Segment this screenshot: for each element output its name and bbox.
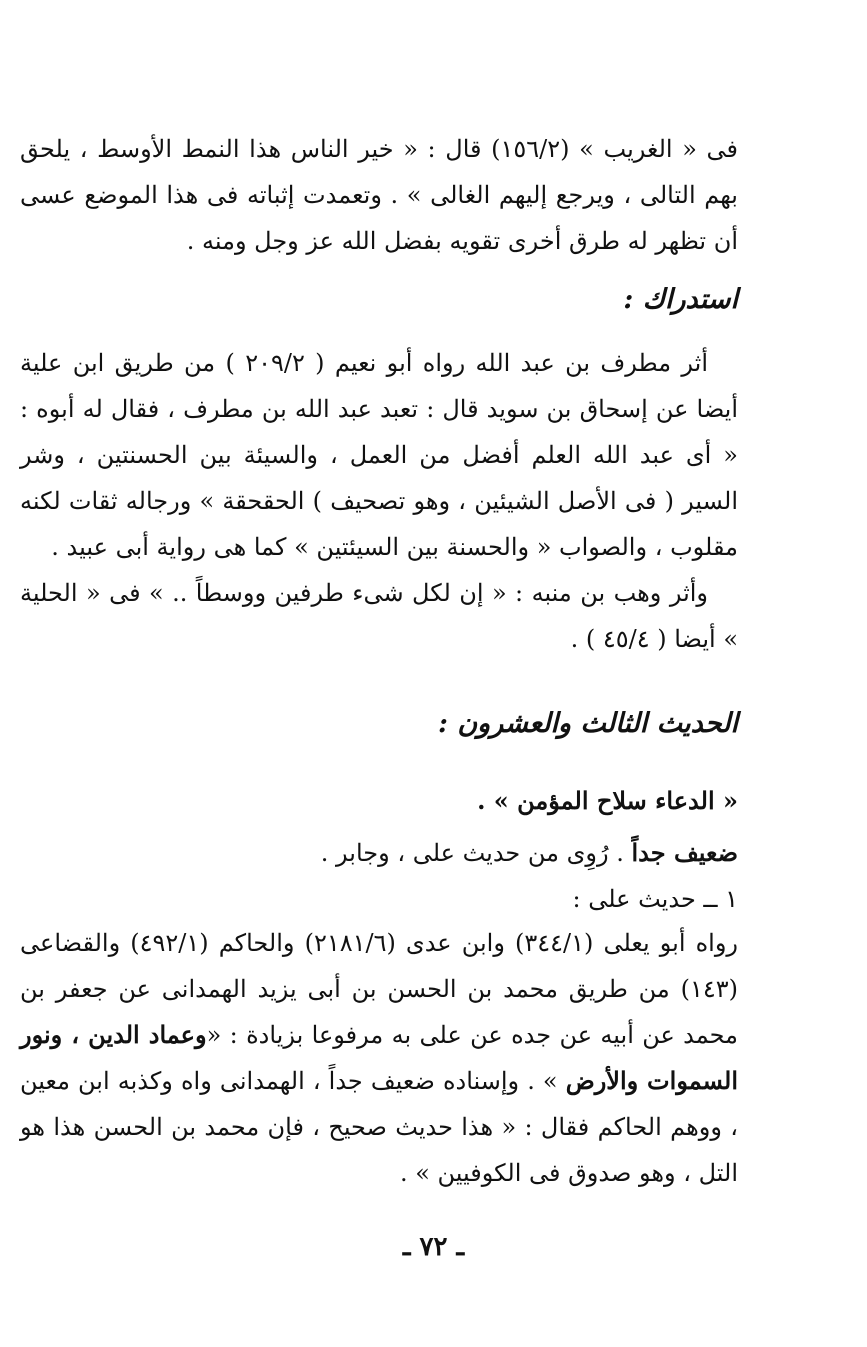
- subsection-title: ١ ــ حديث على :: [572, 885, 738, 913]
- istidrak-heading: استدراك :: [623, 284, 738, 315]
- hadith-text: « الدعاء سلاح المؤمن » .: [477, 786, 738, 815]
- grading-bold: ضعيف جداً: [631, 838, 738, 867]
- page-number: ـ ٧٢ ـ: [402, 1232, 465, 1262]
- intro-paragraph: فى « الغريب » (١٥٦/٢) قال : « خير الناس هذا النمط الأوسط ، يلحق بهم التالى ، ويرجع إليهم الغالى » . وتعمدت إثباته فى هذا الموضع عسى أن تظهر له طرق أخرى تقويه بفضل الله عز وجل ومنه .: [20, 135, 738, 255]
- grading-line: [20, 830, 768, 876]
- takhrij-part1: رواه أبو يعلى (٣٤٤/١) وابن عدى (٢١٨١/٦) والحاكم (٤٩٢/١) والقضاعى (١٤٣) من طريق محمد بن الحسن بن أبى يزيد الهمدانى عن جعفر بن محمد عن أبيه عن جده عن على به مرفوعا بزيادة : «: [20, 929, 739, 1049]
- hadith-heading: الحديث الثالث والعشرون :: [437, 708, 738, 739]
- athar-mutarrif-paragraph: أثر مطرف بن عبد الله رواه أبو نعيم ( ٢٠٩/٢ ) من طريق ابن علية أيضا عن إسحاق بن سويد قال : تعبد عبد الله بن مطرف ، فقال له أبوه : « أى عبد الله العلم أفضل من العمل ، والسيئة بين الحسنتين ، وشر السير ( فى الأصل الشيئين ، وهو تصحيف ) الحقحقة » ورجاله ثقات لكنه مقلوب ، والصواب « والحسنة بين السيئتين » كما هى رواية أبى عبيد .: [20, 349, 738, 561]
- grading-rest: . رُوِى من حديث على ، وجابر .: [320, 839, 632, 867]
- takhrij-paragraph: [20, 920, 738, 1196]
- athar-wahb-paragraph: وأثر وهب بن منبه : « إن لكل شىء طرفين ووسطاً .. » فى « الحلية » أيضا ( ٤٥/٤ ) .: [20, 579, 738, 653]
- takhrij-bold: وعماد الدين ، ونور السموات والأرض: [20, 1020, 738, 1095]
- takhrij-part2: » . وإسناده ضعيف جداً ، الهمدانى واه وكذبه ابن معين ، ووهم الحاكم فقال : « هذا حديث صحيح ، فإن محمد بن الحسن هذا هو التل ، وهو صدوق فى الكوفيين » .: [20, 1067, 738, 1187]
